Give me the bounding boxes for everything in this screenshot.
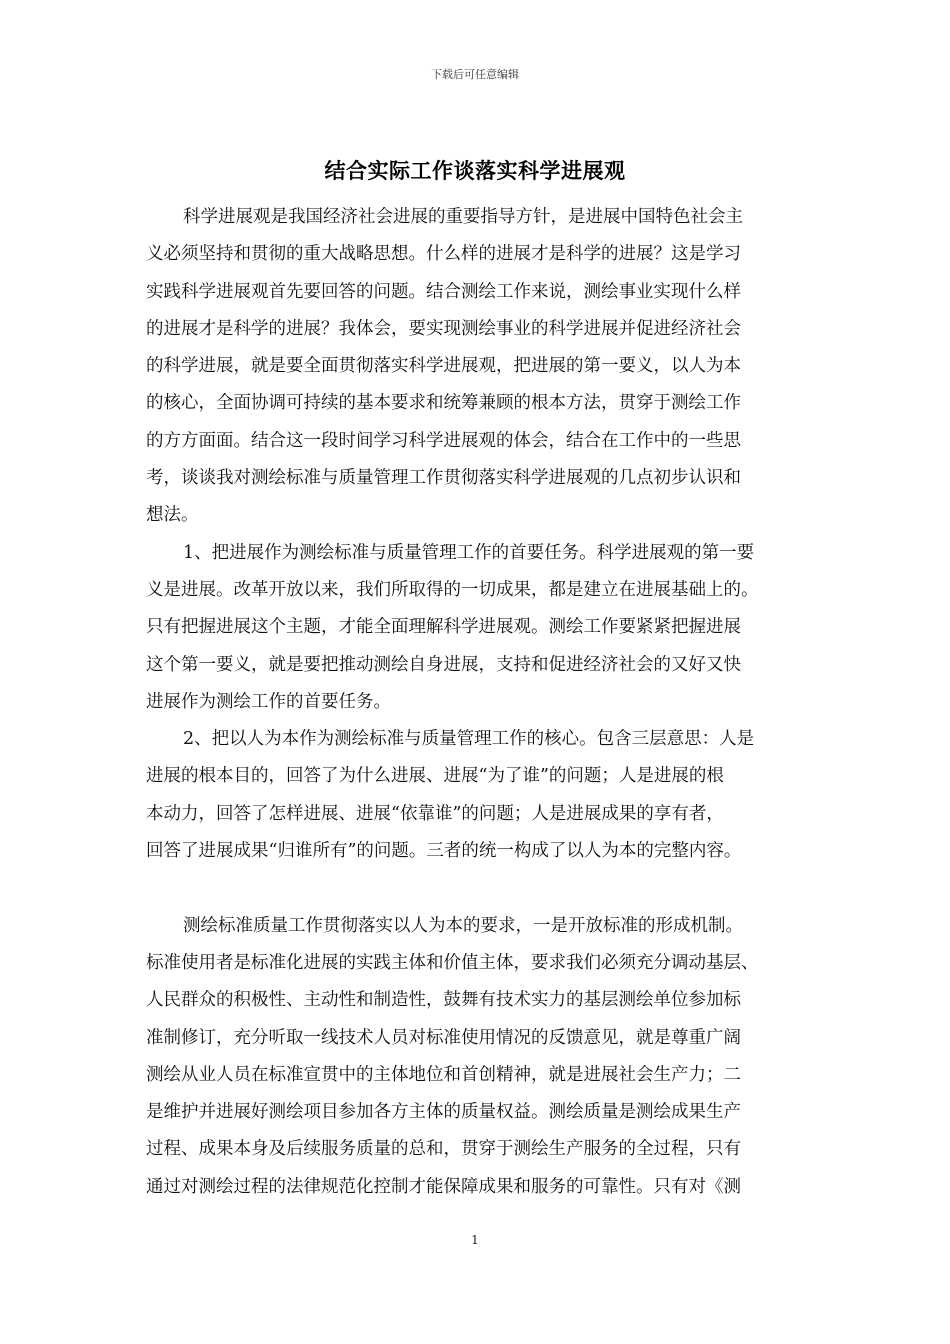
text-line: 回答了进展成果“归谁所有”的问题。三者的统一构成了以人为本的完整内容。 bbox=[146, 841, 742, 862]
text-line: 只有把握进展这个主题，才能全面理解科学进展观。测绘工作要紧紧把握进展 bbox=[146, 617, 741, 638]
text-line: 实践科学进展观首先要回答的问题。结合测绘工作来说，测绘事业实现什么样 bbox=[146, 281, 741, 302]
text-line: 标准使用者是标准化进展的实践主体和价值主体，要求我们必须充分调动基层、 bbox=[146, 952, 759, 973]
page-number: 1 bbox=[471, 1233, 479, 1247]
text-line: 1、把进展作为测绘标准与质量管理工作的首要任务。科学进展观的第一要 bbox=[183, 542, 755, 563]
text-line: 人民群众的积极性、主动性和制造性，鼓舞有技术实力的基层测绘单位参加标 bbox=[146, 990, 741, 1011]
paragraph-gap bbox=[146, 870, 806, 907]
text-line: 测绘从业人员在标准宣贯中的主体地位和首创精神，就是进展社会生产力；二 bbox=[146, 1064, 741, 1085]
text-line: 测绘标准质量工作贯彻落实以人为本的要求，一是开放标准的形成机制。 bbox=[183, 915, 743, 936]
text-line: 义必须坚持和贯彻的重大战略思想。什么样的进展才是科学的进展？这是学习 bbox=[146, 244, 741, 265]
text-line: 的进展才是科学的进展？我体会，要实现测绘事业的科学进展并促进经济社会 bbox=[146, 318, 741, 339]
text-line: 想法。 bbox=[146, 505, 199, 526]
text-line: 考，谈谈我对测绘标准与质量管理工作贯彻落实科学进展观的几点初步认识和 bbox=[146, 468, 741, 489]
text-line: 是维护并进展好测绘项目参加各方主体的质量权益。测绘质量是测绘成果生产 bbox=[146, 1102, 741, 1123]
text-line: 这个第一要义，就是要把推动测绘自身进展，支持和促进经济社会的又好又快 bbox=[146, 654, 741, 675]
paragraph bbox=[146, 721, 806, 870]
document-body bbox=[146, 199, 806, 1206]
text-line: 的科学进展，就是要全面贯彻落实科学进展观，把进展的第一要义，以人为本 bbox=[146, 356, 741, 377]
text-line: 进展作为测绘工作的首要任务。 bbox=[146, 691, 391, 712]
paragraph bbox=[146, 908, 806, 1206]
paragraph bbox=[146, 199, 806, 535]
text-line: 的核心，全面协调可持续的基本要求和统筹兼顾的根本方法，贯穿于测绘工作 bbox=[146, 393, 741, 414]
text-line: 的方方面面。结合这一段时间学习科学进展观的体会，结合在工作中的一些思 bbox=[146, 430, 741, 451]
text-line: 准制修订，充分听取一线技术人员对标准使用情况的反馈意见，就是尊重广阔 bbox=[146, 1027, 741, 1048]
text-line: 过程、成果本身及后续服务质量的总和，贯穿于测绘生产服务的全过程，只有 bbox=[146, 1139, 741, 1160]
text-line: 进展的根本目的，回答了为什么进展、进展“为了谁”的问题；人是进展的根 bbox=[146, 766, 724, 787]
text-line: 科学进展观是我国经济社会进展的重要指导方针，是进展中国特色社会主 bbox=[183, 207, 743, 227]
document-title: 结合实际工作谈落实科学进展观 bbox=[324, 159, 626, 183]
text-line: 义是进展。改革开放以来，我们所取得的一切成果，都是建立在进展基础上的。 bbox=[146, 579, 759, 600]
text-line: 通过对测绘过程的法律规范化控制才能保障成果和服务的可靠性。只有对《测 bbox=[146, 1176, 741, 1197]
text-line: 2、把以人为本作为测绘标准与质量管理工作的核心。包含三层意思：人是 bbox=[183, 729, 755, 750]
page-header: 下载后可任意编辑 bbox=[431, 68, 519, 81]
paragraph bbox=[146, 535, 806, 721]
text-line: 本动力，回答了怎样进展、进展“依靠谁”的问题；人是进展成果的享有者， bbox=[146, 803, 724, 824]
